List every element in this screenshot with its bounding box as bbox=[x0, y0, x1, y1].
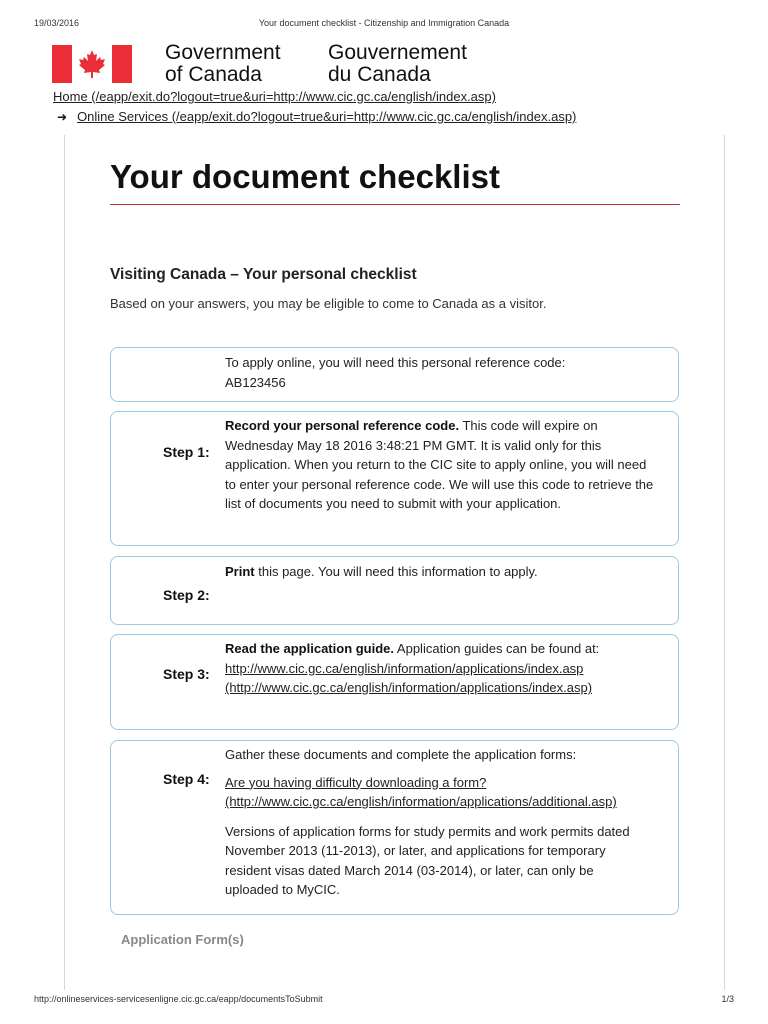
step-4-label: Step 4: bbox=[163, 771, 210, 787]
intro-text: Based on your answers, you may be eligible to come to Canada as a visitor. bbox=[110, 296, 547, 311]
application-guides-link[interactable]: http://www.cic.gc.ca/english/information/applications/index.asp (http://www.cic.gc.ca/english/information/applications/index.asp) bbox=[225, 660, 593, 695]
arrow-right-icon: ➜ bbox=[57, 109, 68, 124]
step-1-text: This code will expire on Wednesday May 18 2016 3:48:21 PM GMT. It is valid only for this application. When you return to the CIC site to apply online, you will need to enter your personal reference code. We will use this code to retrieve the list of documents you need to submit with your application. bbox=[225, 418, 654, 511]
title-divider bbox=[110, 204, 680, 205]
reference-code-card bbox=[110, 347, 679, 402]
application-forms-heading: Application Form(s) bbox=[121, 932, 244, 947]
step-4-card bbox=[110, 740, 679, 915]
reference-code-body bbox=[225, 353, 655, 392]
step-1-bold: Record your personal reference code. bbox=[225, 418, 460, 433]
page-title: Your document checklist bbox=[110, 158, 500, 195]
reference-code-value: AB123456 bbox=[225, 374, 286, 390]
breadcrumb-online-services-link[interactable]: Online Services (/eapp/exit.do?logout=true&uri=http://www.cic.gc.ca/english/index.asp) bbox=[77, 109, 577, 124]
government-of-canada-en: Government of Canada bbox=[165, 41, 281, 86]
step-2-body bbox=[225, 562, 655, 582]
government-of-canada-fr: Gouvernement du Canada bbox=[328, 41, 467, 86]
step-3-card bbox=[110, 634, 679, 730]
step-4-body bbox=[225, 745, 670, 900]
step-1-label: Step 1: bbox=[163, 444, 210, 460]
step-2-text: this page. You will need this information to apply. bbox=[254, 564, 538, 579]
step-4-text: Gather these documents and complete the application forms: bbox=[225, 747, 577, 762]
print-url: http://onlineservices-servicesenligne.cic.gc.ca/eapp/documentsToSubmit bbox=[34, 994, 323, 1004]
step-2-card bbox=[110, 556, 679, 625]
step-3-text: Application guides can be found at: bbox=[394, 641, 600, 656]
step-3-body bbox=[225, 639, 655, 698]
step-1-card bbox=[110, 411, 679, 546]
breadcrumb-home-link[interactable]: Home (/eapp/exit.do?logout=true&uri=http://www.cic.gc.ca/english/index.asp) bbox=[53, 89, 496, 104]
reference-code-text: To apply online, you will need this personal reference code: bbox=[225, 355, 566, 370]
step-2-label: Step 2: bbox=[163, 587, 210, 603]
download-difficulty-link[interactable]: Are you having difficulty downloading a form? (http://www.cic.gc.ca/english/information/applications/additional.asp) bbox=[225, 774, 617, 809]
step-2-bold: Print bbox=[225, 564, 255, 579]
print-title: Your document checklist - Citizenship and Immigration Canada bbox=[258, 18, 510, 28]
step-1-body bbox=[225, 416, 655, 514]
government-header bbox=[52, 42, 512, 86]
step-3-bold: Read the application guide. bbox=[225, 641, 395, 656]
step-4-note: Versions of application forms for study permits and work permits dated November 2013 (11-2013), or later, and applications for temporary resident visas dated March 2014 (03-2014), or later, can only be uploaded to MyCIC. bbox=[225, 823, 630, 897]
canada-flag-icon bbox=[52, 45, 132, 83]
breadcrumb-online-services bbox=[57, 109, 576, 124]
print-footer bbox=[34, 994, 734, 1006]
page-frame-right bbox=[724, 135, 725, 990]
section-heading: Visiting Canada – Your personal checklist bbox=[110, 266, 417, 283]
print-date: 19/03/2016 bbox=[34, 18, 80, 28]
print-header bbox=[34, 18, 734, 30]
page-frame-left bbox=[64, 135, 65, 990]
print-page-number: 1/3 bbox=[721, 994, 734, 1004]
step-3-label: Step 3: bbox=[163, 666, 210, 682]
